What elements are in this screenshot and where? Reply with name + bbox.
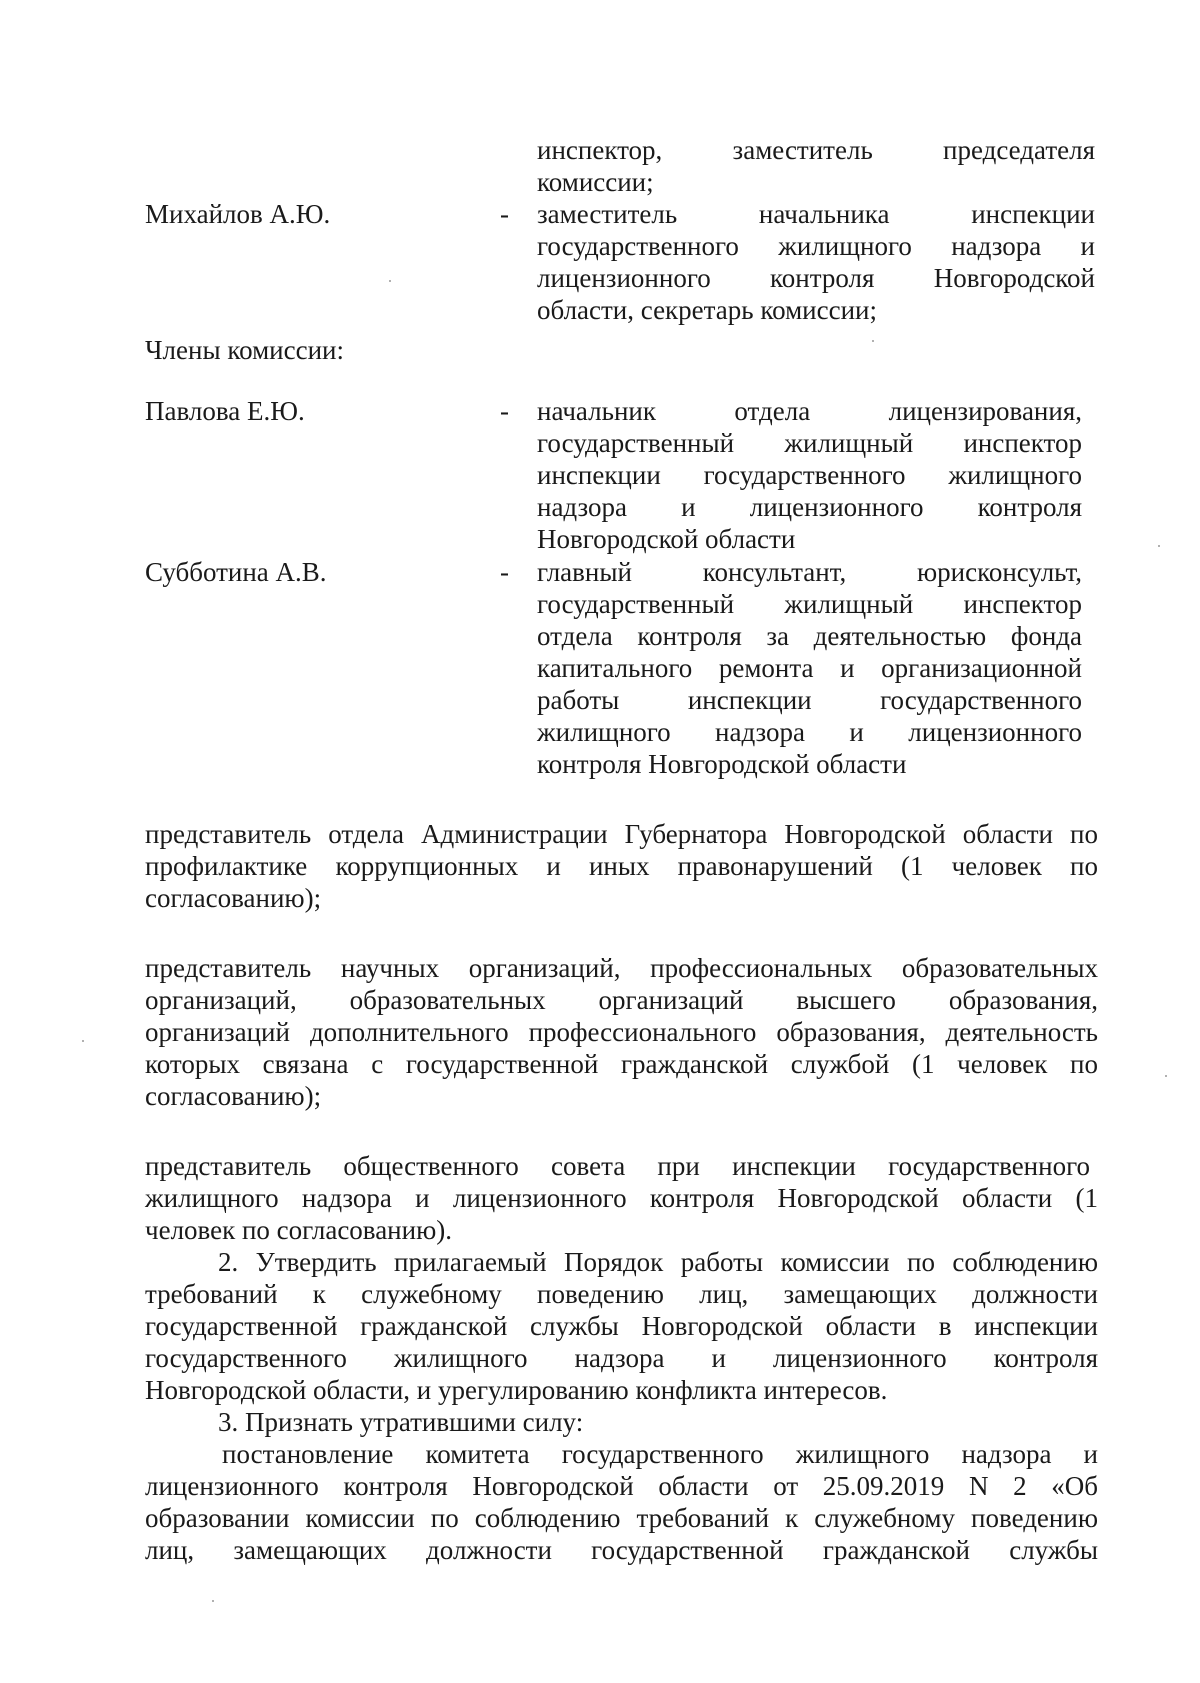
representative-line: согласованию); [145, 1081, 322, 1111]
member-name: Субботина А.В. [145, 557, 327, 587]
vice-chair-line: инспектор, заместитель председателя [537, 135, 1095, 165]
representative-line: жилищного надзора и лицензионного контроля Новгородской области (1 [145, 1183, 1098, 1213]
member-name: Павлова Е.Ю. [145, 396, 305, 426]
member-role-line: инспекции государственного жилищного [537, 460, 1082, 490]
secretary-role-line: государственного жилищного надзора и [537, 231, 1095, 261]
secretary-name: Михайлов А.Ю. [145, 199, 331, 229]
representative-line: человек по согласованию). [145, 1215, 452, 1245]
member-role-line: жилищного надзора и лицензионного [537, 717, 1082, 747]
member-role-line: отдела контроля за деятельностью фонда [537, 621, 1082, 651]
member-role-line: главный консультант, юрисконсульт, [537, 557, 1082, 587]
item-3-line: лиц, замещающих должности государственной гражданской службы [145, 1535, 1098, 1565]
item-2-line: Новгородской области, и урегулированию конфликта интересов. [145, 1375, 888, 1405]
member-role-line: начальник отдела лицензирования, [537, 396, 1082, 426]
secretary-role-line: заместитель начальника инспекции [537, 199, 1095, 229]
member-role-line: надзора и лицензионного контроля [537, 492, 1082, 522]
representative-line: которых связана с государственной гражданской службой (1 человек по [145, 1049, 1098, 1079]
scan-speck [212, 1600, 214, 1602]
secretary-dash: - [500, 199, 509, 229]
member-dash: - [500, 557, 509, 587]
scan-speck [1165, 1075, 1167, 1077]
secretary-role-line: области, секретарь комиссии; [537, 295, 877, 325]
representative-line: профилактике коррупционных и иных правонарушений (1 человек по [145, 851, 1098, 881]
item-3-line: лицензионного контроля Новгородской области от 25.09.2019 N 2 «Об [145, 1471, 1098, 1501]
item-2-line: государственного жилищного надзора и лицензионного контроля [145, 1343, 1098, 1373]
members-heading: Члены комиссии: [145, 335, 344, 365]
scan-speck [872, 340, 874, 342]
item-3-heading: 3. Признать утратившими силу: [218, 1407, 584, 1437]
representative-line: представитель научных организаций, профессиональных образовательных [145, 953, 1098, 983]
secretary-role-line: лицензионного контроля Новгородской [537, 263, 1095, 293]
vice-chair-line: комиссии; [537, 167, 654, 197]
member-role-line: контроля Новгородской области [537, 749, 907, 779]
scan-speck [82, 1040, 84, 1042]
representative-line: представитель общественного совета при инспекции государственного [145, 1151, 1090, 1181]
item-2-line: требований к служебному поведению лиц, замещающих должности [145, 1279, 1098, 1309]
member-role-line: работы инспекции государственного [537, 685, 1082, 715]
representative-line: представитель отдела Администрации Губернатора Новгородской области по [145, 819, 1098, 849]
member-role-line: Новгородской области [537, 524, 796, 554]
member-role-line: государственный жилищный инспектор [537, 428, 1082, 458]
representative-line: организаций, образовательных организаций высшего образования, [145, 985, 1098, 1015]
representative-line: организаций дополнительного профессионального образования, деятельность [145, 1017, 1098, 1047]
item-2-line: государственной гражданской службы Новгородской области в инспекции [145, 1311, 1098, 1341]
scan-speck [1158, 545, 1160, 547]
item-3-line: постановление комитета государственного жилищного надзора и [222, 1439, 1098, 1469]
item-3-line: образовании комиссии по соблюдению требований к служебному поведению [145, 1503, 1098, 1533]
member-role-line: капитального ремонта и организационной [537, 653, 1082, 683]
member-dash: - [500, 396, 509, 426]
item-2-line: 2. Утвердить прилагаемый Порядок работы комиссии по соблюдению [218, 1247, 1098, 1277]
member-role-line: государственный жилищный инспектор [537, 589, 1082, 619]
scan-speck [389, 280, 391, 282]
representative-line: согласованию); [145, 883, 322, 913]
